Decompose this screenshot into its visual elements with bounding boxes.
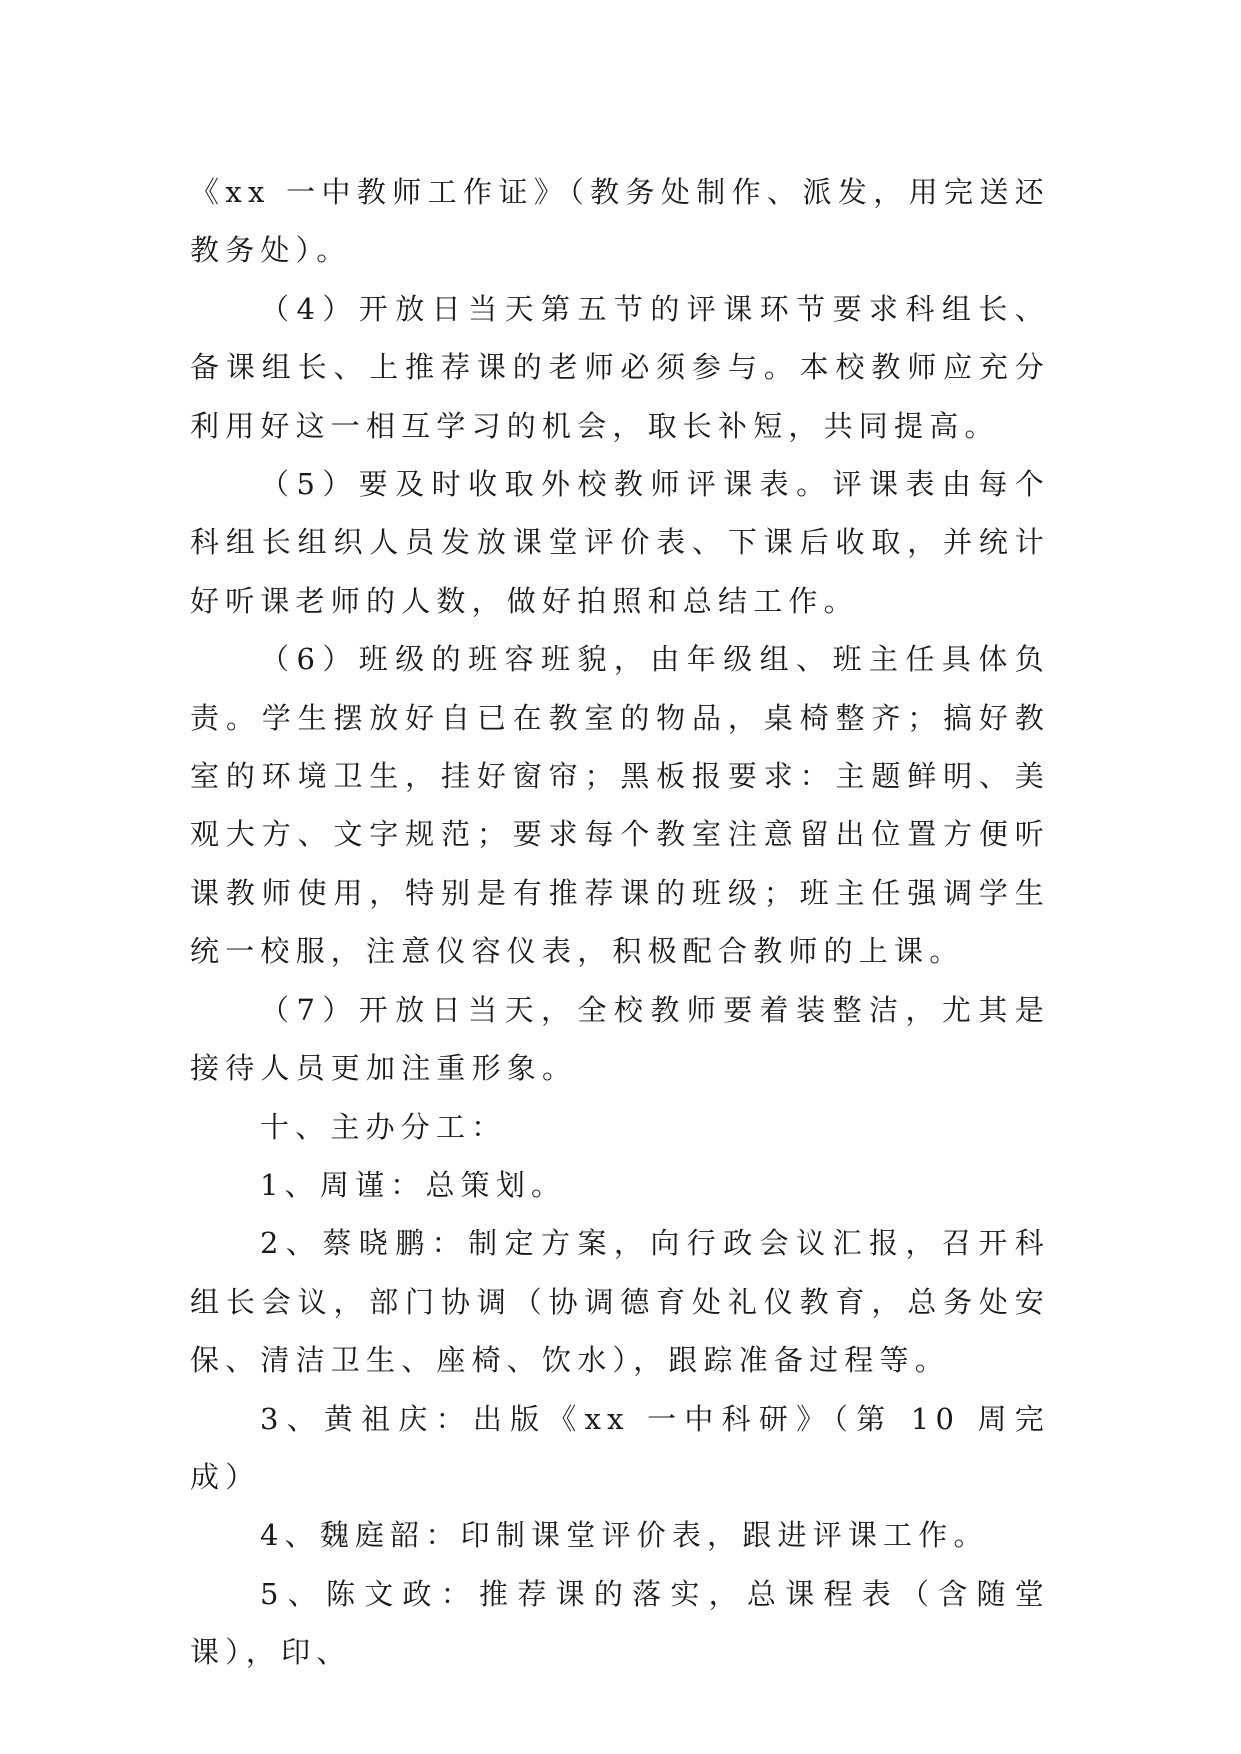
- paragraph-teacher-id-card: 《xx 一中教师工作证》（教务处制作、派发，用完送还教务处）。: [190, 175, 1050, 268]
- paragraph-item-6: （6）班级的班容班貌，由年级组、班主任具体负责。学生摆放好自已在教室的物品，桌椅整齐；搞好教室的环境卫生，挂好窗帘；黑板报要求：主题鲜明、美观大方、文字规范；要求每个教室注意留出位置方便听课教师使用，特别是有推荐课的班级；班主任强调学生统一校服，注意仪容仪表，积极配合教师的上课。: [190, 642, 1050, 969]
- paragraph-item-7: （7）开放日当天，全校教师要着装整洁，尤其是接待人员更加注重形象。: [190, 992, 1050, 1086]
- assignment-item-5: 5、陈文政：推荐课的落实，总课程表（含随堂课），印、: [190, 1576, 1050, 1670]
- document-body: [190, 163, 1050, 1682]
- section-heading-division-of-work: 十、主办分工：: [260, 1109, 507, 1144]
- assignment-item-4: 4、魏庭韶：印制课堂评价表，跟进评课工作。: [260, 1518, 989, 1553]
- paragraph-item-4: （4）开放日当天第五节的评课环节要求科组长、备课组长、上推荐课的老师必须参与。本校教师应充分利用好这一相互学习的机会，取长补短，共同提高。: [190, 291, 1050, 443]
- assignment-item-2: 2、蔡晓鹏：制定方案，向行政会议汇报，召开科组长会议，部门协调（协调德育处礼仪教育，总务处安保、清洁卫生、座椅、饮水），跟踪准备过程等。: [190, 1226, 1050, 1378]
- paragraph-item-5: （5）要及时收取外校教师评课表。评课表由每个科组长组织人员发放课堂评价表、下课后收取，并统计好听课老师的人数，做好拍照和总结工作。: [190, 467, 1050, 618]
- assignment-item-3: 3、黄祖庆：出版《xx 一中科研》（第 10 周完成）: [190, 1401, 1050, 1494]
- assignment-item-1: 1、周谨：总策划。: [260, 1167, 567, 1202]
